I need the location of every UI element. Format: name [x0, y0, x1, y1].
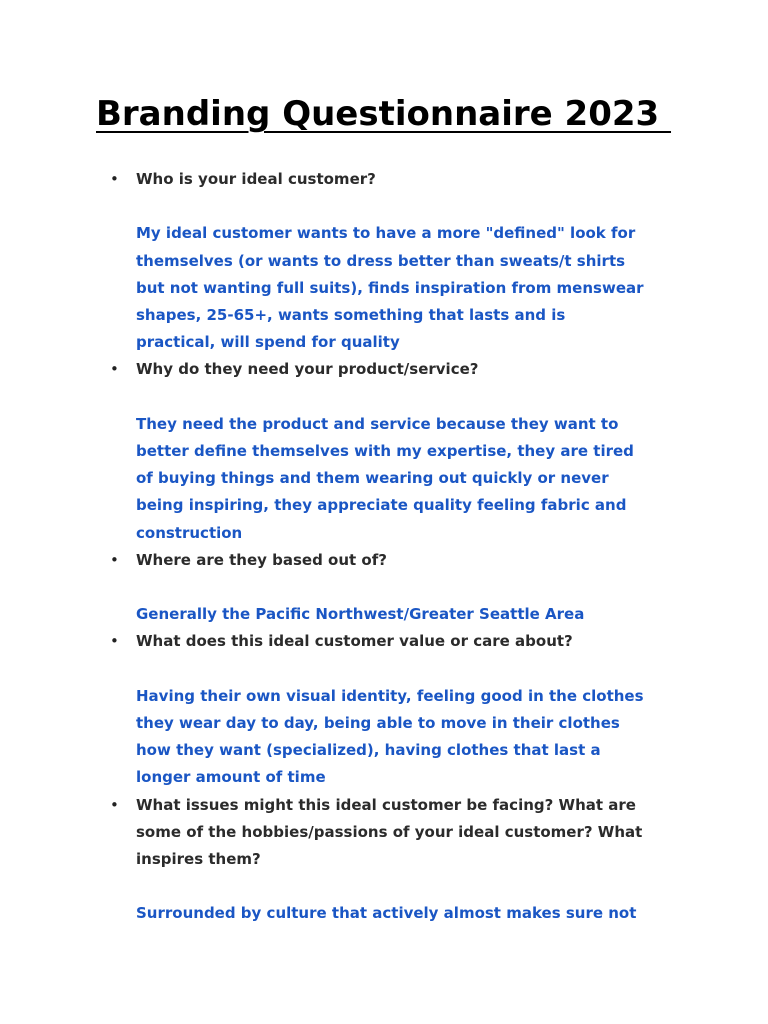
bullet-icon: •	[110, 795, 119, 814]
answer-text	[136, 900, 651, 927]
answer-line: they wear day to day, being able to move in their clothes	[136, 714, 620, 732]
answer-line: Having their own visual identity, feeling good in the clothes	[136, 686, 644, 705]
answer-line: They need the product and service because they want to	[136, 414, 619, 433]
question-list	[0, 166, 768, 928]
answer-text	[136, 220, 651, 356]
answer-line: better define themselves with my expertise, they are tired	[136, 442, 634, 460]
question-item	[0, 166, 651, 356]
question-line: some of the hobbies/passions of your ideal customer? What	[136, 822, 643, 841]
question-line: What does this ideal customer value or care about?	[136, 632, 573, 651]
answer-text	[136, 601, 651, 628]
answer-line: being inspiring, they appreciate quality feeling fabric and	[136, 496, 627, 515]
answer-line: Generally the Pacific Northwest/Greater Seattle Area	[136, 605, 585, 624]
answer-line: shapes, 25-65+, wants something that lasts and is	[136, 306, 566, 324]
answer-text	[136, 411, 651, 547]
answer-line: of buying things and them wearing out quickly or never	[136, 469, 609, 488]
question-item	[0, 356, 651, 546]
answer-line: how they want (specialized), having clothes that last a	[136, 741, 601, 760]
answer-line: construction	[136, 523, 243, 542]
answer-text	[136, 683, 651, 792]
document-title: Branding Questionnaire 2023	[96, 94, 672, 134]
question-text	[136, 547, 651, 574]
question-line: What issues might this ideal customer be facing? What are	[136, 795, 636, 814]
bullet-icon: •	[110, 632, 119, 651]
question-text	[136, 792, 651, 874]
question-text	[136, 356, 651, 383]
question-text	[136, 628, 651, 655]
question-item	[0, 792, 651, 928]
bullet-icon: •	[110, 360, 119, 379]
answer-line: but not wanting full suits), finds inspiration from menswear	[136, 278, 644, 297]
question-text	[136, 166, 651, 193]
question-line: Where are they based out of?	[136, 550, 387, 569]
question-line: inspires them?	[136, 850, 261, 869]
answer-line: themselves (or wants to dress better than sweats/t shirts	[136, 251, 626, 270]
question-line: Who is your ideal customer?	[136, 170, 376, 188]
answer-line: Surrounded by culture that actively almost makes sure not	[136, 904, 637, 923]
question-line: Why do they need your product/service?	[136, 360, 479, 379]
answer-line: longer amount of time	[136, 768, 326, 787]
answer-line: practical, will spend for quality	[136, 333, 400, 352]
bullet-icon: •	[110, 550, 119, 569]
question-item	[0, 547, 651, 629]
bullet-icon: •	[110, 170, 119, 188]
answer-line: My ideal customer wants to have a more "defined" look for	[136, 224, 636, 243]
question-item	[0, 628, 651, 791]
